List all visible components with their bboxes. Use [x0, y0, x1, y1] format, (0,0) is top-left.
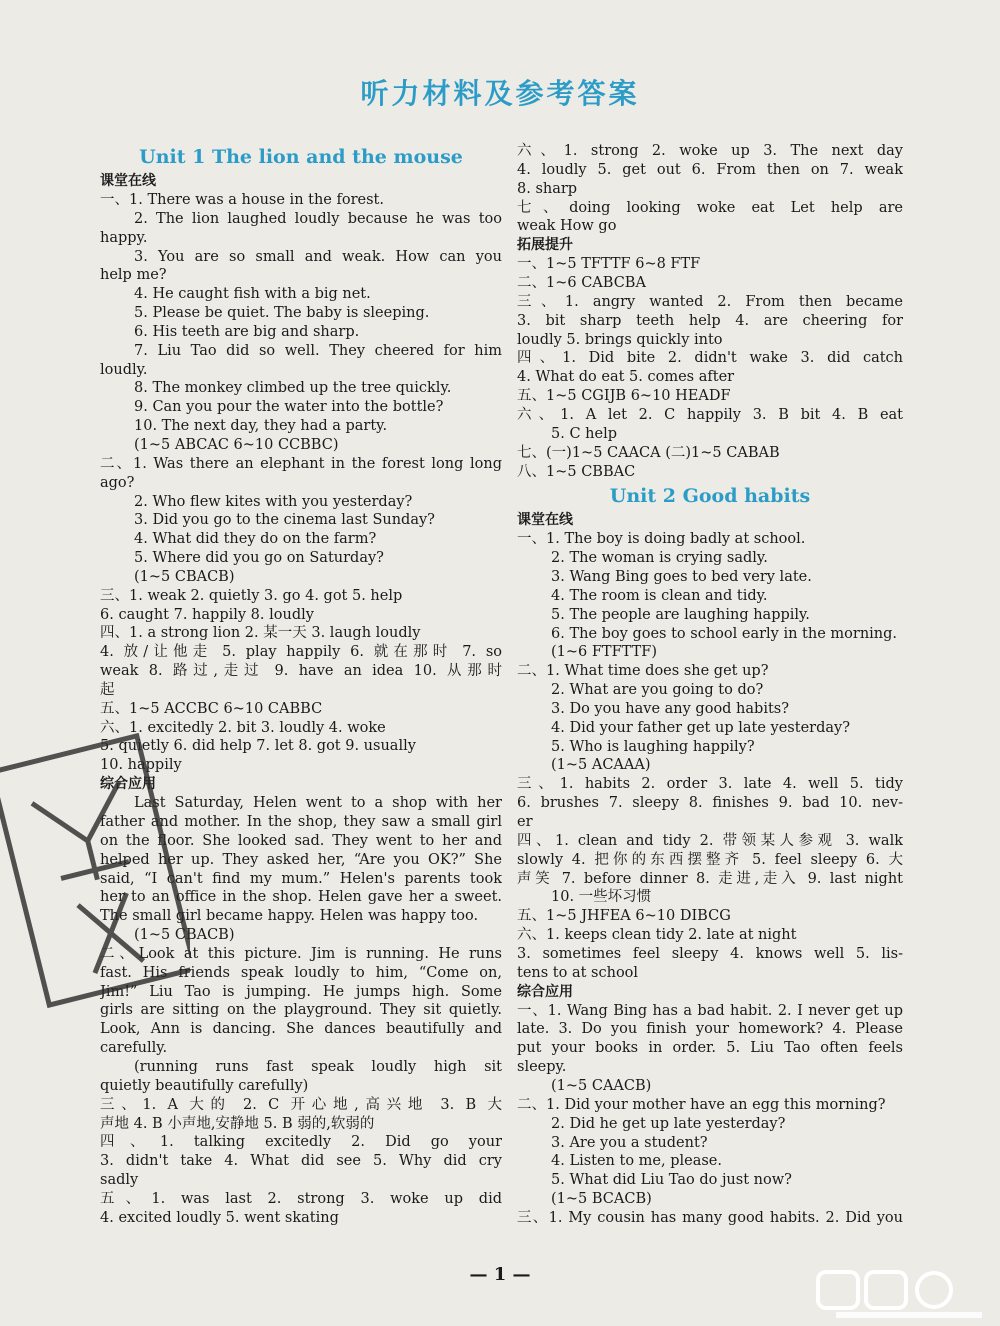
answer-line: 四、1. clean and tidy 2. 带领某人参观 3. walk: [517, 832, 903, 849]
answer-line: 三、1. My cousin has many good habits. 2. Did you: [517, 1209, 903, 1226]
answer-line: (1~5 BCACB): [551, 1191, 652, 1208]
answer-line: 一、1~5 TFTTF 6~8 FTF: [517, 256, 701, 273]
answer-line: 3. Wang Bing goes to bed very late.: [551, 569, 812, 586]
answer-line: on the floor. She looked sad. They went to her and: [100, 832, 502, 849]
answer-line: 三、1. weak 2. quietly 3. go 4. got 5. help: [100, 587, 403, 604]
answer-line: 一、1. Wang Bing has a bad habit. 2. I never get up: [517, 1002, 903, 1019]
seal-stamp: [0, 720, 190, 1020]
answer-line: 三、1. habits 2. order 3. late 4. well 5. tidy: [517, 776, 903, 793]
answer-line: 3. Do you have any good habits?: [551, 700, 790, 717]
answer-line: 六、1. keeps clean tidy 2. late at night: [517, 927, 797, 944]
answer-line: (running runs fast speak loudly high sit: [134, 1058, 502, 1075]
answer-line: 2. Who flew kites with you yesterday?: [134, 493, 413, 510]
section-label: 综合应用: [100, 776, 156, 793]
left-column: [100, 142, 502, 1228]
answer-line: weak How go: [517, 218, 617, 235]
answer-line: ago?: [100, 474, 135, 491]
answer-line: 五、1~5 CGIJB 6~10 HEADF: [517, 388, 731, 405]
answer-line: 6. brushes 7. sleepy 8. finishes 9. bad 10. nev-: [517, 795, 903, 812]
answer-line: 5. The people are laughing happily.: [551, 606, 810, 623]
answer-line: 三、1. angry wanted 2. From then became: [517, 293, 903, 310]
answer-line: 四、1. talking excitedly 2. Did go your: [100, 1134, 502, 1151]
answer-line: 六、1. strong 2. woke up 3. The next day: [517, 143, 903, 159]
unit-heading: Unit 2 Good habits: [609, 485, 811, 508]
answer-line: 4. 放/让他走 5. play happily 6. 就在那时 7. so: [100, 644, 502, 661]
answer-line: helped her up. They asked her, “Are you OK?” She: [100, 851, 502, 868]
answer-line: 2. What are you going to do?: [551, 682, 764, 699]
answer-line: 五、1. was last 2. strong 3. woke up did: [100, 1190, 502, 1207]
answer-line: late. 3. Do you finish your homework? 4. Please: [517, 1021, 903, 1038]
answer-line: 8. sharp: [517, 180, 578, 197]
answer-line: 三、1. A 大的 2. C 开心地,高兴地 3. B 大: [100, 1096, 502, 1113]
answer-line: 八、1~5 CBBAC: [517, 463, 636, 480]
section-label: 拓展提升: [517, 237, 573, 254]
answer-line: 4. What do eat 5. comes after: [517, 369, 735, 386]
answer-line: Last Saturday, Helen went to a shop with her: [134, 795, 502, 812]
answer-line: Jim!” Liu Tao is jumping. He jumps high. Some: [100, 983, 502, 1000]
answer-line: 10. The next day, they had a party.: [134, 418, 388, 435]
answer-line: her to an office in the shop. Helen gave her a sweet.: [100, 889, 502, 906]
answer-line: Look, Ann is dancing. She dances beautifully and: [100, 1021, 502, 1038]
answer-line: fast. His friends speak loudly to him, “Come on,: [100, 964, 502, 981]
answer-line: 4. Listen to me, please.: [551, 1153, 722, 1170]
page-number: — 1 —: [469, 1264, 531, 1285]
answer-line: 声地 4. B 小声地,安静地 5. B 弱的,软弱的: [100, 1115, 375, 1132]
answer-line: 二、Look at this picture. Jim is running. He runs: [100, 945, 502, 962]
answer-line: tens to at school: [517, 964, 639, 981]
answer-line: 6. His teeth are big and sharp.: [134, 323, 360, 340]
section-label: 综合应用: [517, 983, 573, 1000]
answer-line: 9. Can you pour the water into the bottle?: [134, 399, 444, 416]
answer-line: 3. sometimes feel sleepy 4. knows well 5. lis-: [517, 945, 903, 962]
answer-line: 起: [100, 681, 115, 698]
answer-line: 6. The boy goes to school early in the morning.: [551, 625, 898, 642]
answer-line: The small girl became happy. Helen was happy too.: [100, 908, 479, 925]
answer-line: 5. quietly 6. did help 7. let 8. got 9. usually: [100, 738, 416, 755]
answer-line: 3. bit sharp teeth help 4. are cheering for: [517, 312, 903, 329]
answer-line: (1~5 CBACB): [134, 568, 235, 585]
answer-line: father and mother. In the shop, they saw a small girl: [100, 814, 502, 830]
answer-line: 一、1. There was a house in the forest.: [100, 192, 384, 208]
answer-line: 六、1. A let 2. C happily 3. B bit 4. B eat: [517, 406, 903, 423]
answer-line: 四、1. a strong lion 2. 某一天 3. laugh loudly: [100, 625, 421, 642]
answer-line: 七、doing looking woke eat Let help are: [517, 199, 903, 216]
answer-line: 2. The lion laughed loudly because he was too: [134, 210, 502, 227]
answer-line: 4. What did they do on the farm?: [134, 531, 377, 548]
answer-line: loudly.: [100, 361, 148, 378]
answer-line: 7. Liu Tao did so well. They cheered for him: [134, 342, 502, 359]
answer-line: sleepy.: [517, 1059, 567, 1076]
answer-line: 3. You are so small and weak. How can you: [134, 248, 502, 265]
answer-line: 3. Did you go to the cinema last Sunday?: [134, 512, 435, 529]
answer-line: 四、1. Did bite 2. didn't wake 3. did catch: [517, 350, 903, 367]
section-label: 课堂在线: [517, 512, 573, 529]
answer-line: 3. didn't take 4. What did see 5. Why did cry: [100, 1153, 502, 1170]
answer-line: 二、1. What time does she get up?: [517, 663, 769, 680]
answer-line: 8. The monkey climbed up the tree quickly.: [134, 380, 452, 397]
answer-line: 声笑 7. before dinner 8. 走进,走入 9. last night: [517, 870, 903, 887]
answer-line: loudly 5. brings quickly into: [517, 331, 723, 348]
answer-line: sadly: [100, 1172, 139, 1189]
answer-line: 二、1. Did your mother have an egg this morning?: [517, 1096, 886, 1113]
answer-line: (1~5 CAACB): [551, 1077, 652, 1094]
answer-line: 2. The woman is crying sadly.: [551, 550, 768, 567]
answer-line: slowly 4. 把你的东西摆整齐 5. feel sleepy 6. 大: [517, 851, 903, 868]
unit-heading: Unit 1 The lion and the mouse: [139, 146, 463, 168]
answer-line: 4. The room is clean and tidy.: [551, 587, 768, 604]
page-title: 听力材料及参考答案: [360, 77, 640, 110]
answer-line: 3. Are you a student?: [551, 1134, 708, 1151]
answer-line: said, “I can't find my mum.” Helen's parents took: [100, 870, 502, 887]
answer-line: (1~6 FTFTTF): [551, 644, 657, 661]
answer-line: er: [517, 814, 533, 830]
section-label: 课堂在线: [100, 173, 156, 189]
answer-line: 5. Please be quiet. The baby is sleeping.: [134, 305, 430, 322]
answer-line: 五、1~5 ACCBC 6~10 CABBC: [100, 700, 323, 717]
answer-line: quietly beautifully carefully): [100, 1077, 309, 1094]
answer-line: put your books in order. 5. Liu Tao often feels: [517, 1040, 903, 1057]
answer-line: 5. What did Liu Tao do just now?: [551, 1172, 792, 1189]
answer-line: 5. Where did you go on Saturday?: [134, 550, 384, 567]
site-watermark: [816, 1270, 986, 1322]
answer-line: 4. excited loudly 5. went skating: [100, 1209, 339, 1226]
answer-line: 七、(一)1~5 CAACA (二)1~5 CABAB: [517, 444, 780, 461]
answer-line: happy.: [100, 229, 148, 246]
answer-line: (1~5 ACAAA): [551, 757, 651, 774]
answer-line: help me?: [100, 267, 167, 284]
answer-line: 10. 一些坏习惯: [551, 889, 652, 906]
answer-line: 6. caught 7. happily 8. loudly: [100, 606, 314, 623]
right-column: [517, 142, 903, 1228]
answer-line: 六、1. excitedly 2. bit 3. loudly 4. woke: [100, 719, 386, 736]
answer-line: 2. Did he get up late yesterday?: [551, 1115, 786, 1132]
answer-line: girls are sitting on the playground. They sit quietly.: [100, 1002, 502, 1019]
answer-line: (1~5 CBACB): [134, 927, 235, 944]
answer-line: 5. Who is laughing happily?: [551, 738, 755, 755]
answer-line: 5. C help: [551, 425, 617, 442]
answer-line: carefully.: [100, 1040, 168, 1057]
answer-line: (1~5 ABCAC 6~10 CCBBC): [134, 436, 339, 453]
answer-line: 10. happily: [100, 757, 182, 774]
answer-line: 二、1~6 CABCBA: [517, 275, 646, 292]
answer-line: 4. Did your father get up late yesterday?: [551, 719, 850, 736]
answer-line: 4. He caught fish with a big net.: [134, 286, 371, 303]
answer-line: 4. loudly 5. get out 6. From then on 7. weak: [517, 161, 903, 178]
answer-line: 二、1. Was there an elephant in the forest long long: [100, 455, 502, 472]
answer-line: weak 8. 路过,走过 9. have an idea 10. 从那时: [100, 663, 502, 680]
answer-line: 一、1. The boy is doing badly at school.: [517, 531, 806, 548]
answer-line: 五、1~5 JHFEA 6~10 DIBCG: [517, 908, 731, 925]
